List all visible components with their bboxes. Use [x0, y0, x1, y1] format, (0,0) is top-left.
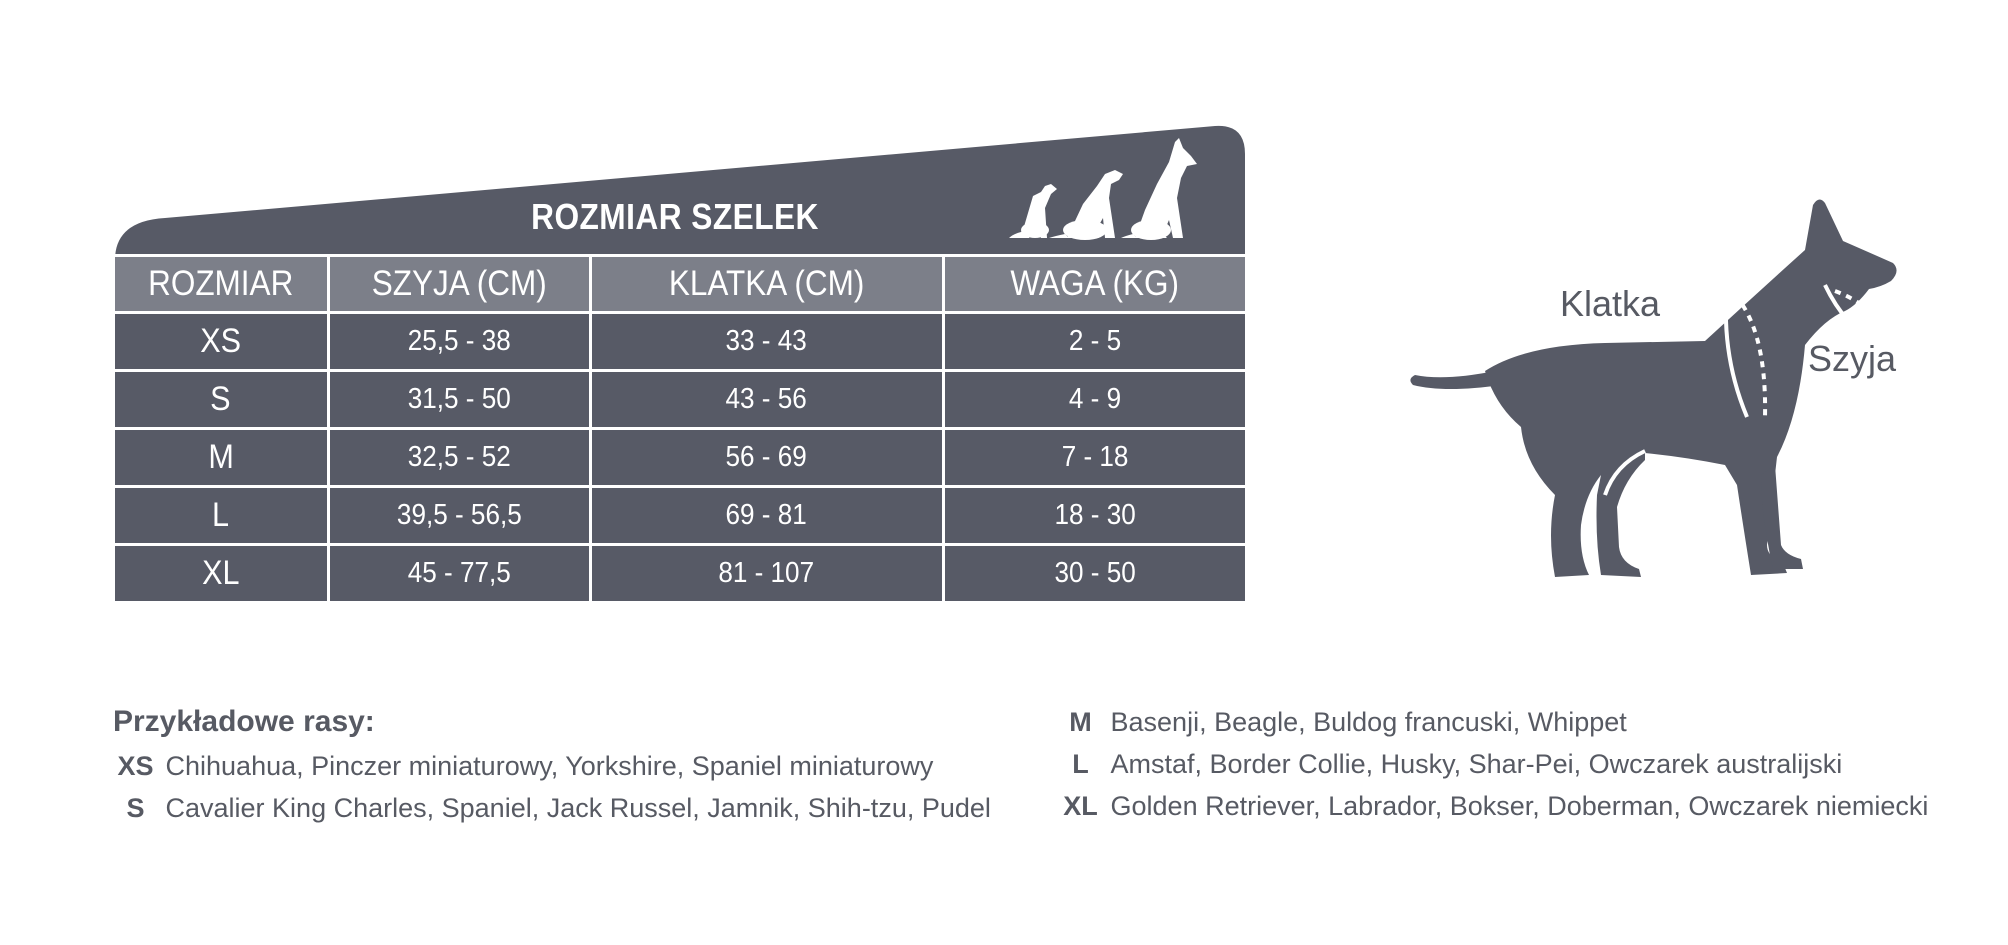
breed-list: Chihuahua, Pinczer miniaturowy, Yorkshire, Spaniel miniaturowy — [165, 751, 934, 781]
weight-cell: 30 - 50 — [943, 545, 1245, 602]
size-chart — [115, 124, 1245, 597]
dog-silhouette-icon — [1405, 195, 1905, 605]
breed-row-xs — [113, 751, 933, 791]
column-header-chest: KLATKA (CM) — [590, 256, 943, 313]
chest-cell: 33 - 43 — [590, 313, 943, 371]
table-row — [115, 487, 1245, 545]
neck-cell: 25,5 - 38 — [328, 313, 590, 371]
size-code: L — [1072, 749, 1089, 779]
size-code: M — [1069, 707, 1092, 737]
breed-list: Cavalier King Charles, Spaniel, Jack Russel, Jamnik, Shih-tzu, Pudel — [165, 793, 991, 823]
breed-list: Amstaf, Border Collie, Husky, Shar-Pei, Owczarek australijski — [1110, 749, 1843, 779]
weight-cell: 4 - 9 — [943, 371, 1245, 429]
table-row — [115, 545, 1245, 602]
neck-cell: 31,5 - 50 — [328, 371, 590, 429]
chest-label: Klatka — [1560, 283, 1661, 324]
breed-row-m — [1058, 707, 1627, 747]
breed-row-s — [113, 793, 991, 833]
chart-title: ROZMIAR SZELEK — [531, 196, 819, 237]
breed-list: Basenji, Beagle, Buldog francuski, Whippet — [1110, 707, 1627, 737]
table-row — [115, 371, 1245, 429]
size-code: XS — [117, 751, 154, 781]
breed-row-l — [1058, 749, 1842, 789]
examples-title: Przykładowe rasy: — [113, 705, 375, 738]
neck-cell: 45 - 77,5 — [328, 545, 590, 602]
size-code: XL — [1063, 791, 1098, 821]
weight-cell: 18 - 30 — [943, 487, 1245, 545]
size-table — [115, 254, 1245, 601]
neck-label: Szyja — [1808, 338, 1897, 379]
size-cell: M — [115, 429, 328, 487]
neck-cell: 39,5 - 56,5 — [328, 487, 590, 545]
column-header-neck: SZYJA (CM) — [328, 256, 590, 313]
column-header-weight: WAGA (KG) — [943, 256, 1245, 313]
neck-cell: 32,5 - 52 — [328, 429, 590, 487]
size-cell: L — [115, 487, 328, 545]
chest-cell: 43 - 56 — [590, 371, 943, 429]
size-code: S — [126, 793, 145, 823]
breed-list: Golden Retriever, Labrador, Bokser, Doberman, Owczarek niemiecki — [1110, 791, 1929, 821]
chest-cell: 69 - 81 — [590, 487, 943, 545]
chest-cell: 81 - 107 — [590, 545, 943, 602]
weight-cell: 7 - 18 — [943, 429, 1245, 487]
breed-row-xl — [1058, 791, 1928, 831]
table-row — [115, 313, 1245, 371]
weight-cell: 2 - 5 — [943, 313, 1245, 371]
table-header-row — [115, 256, 1245, 313]
dog-sizes-icon — [1005, 134, 1205, 244]
size-cell: XL — [115, 545, 328, 602]
size-cell: XS — [115, 313, 328, 371]
size-cell: S — [115, 371, 328, 429]
chest-cell: 56 - 69 — [590, 429, 943, 487]
column-header-size: ROZMIAR — [115, 256, 328, 313]
table-row — [115, 429, 1245, 487]
